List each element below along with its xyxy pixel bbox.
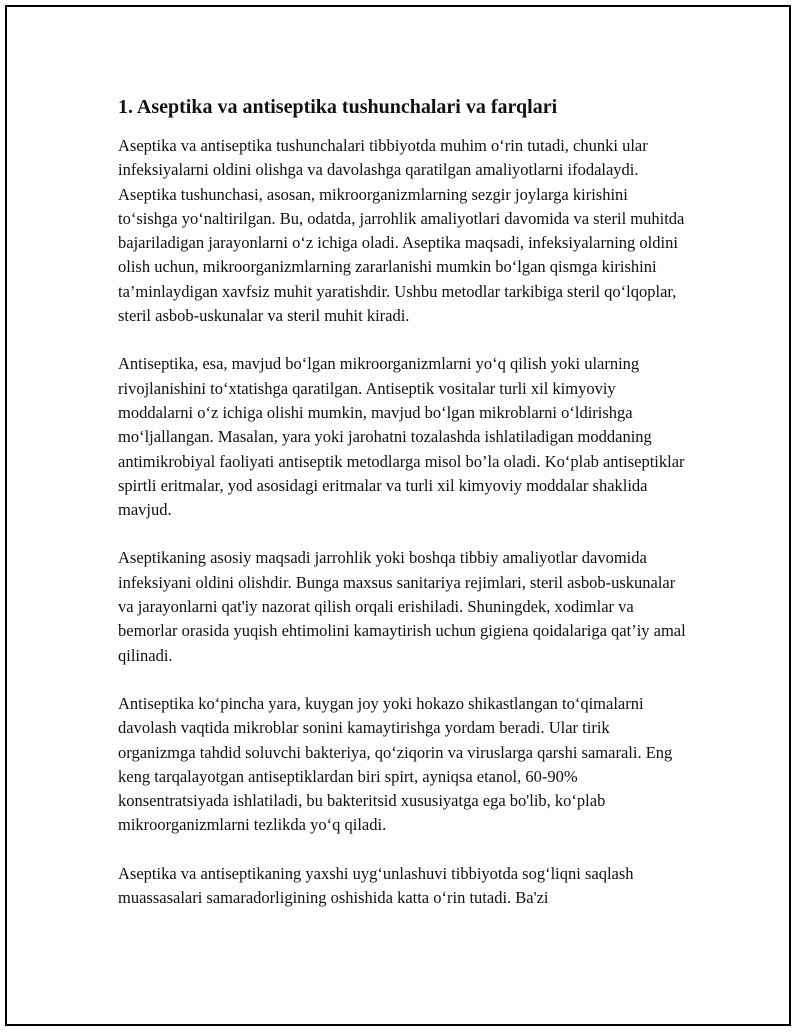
paragraph-5: Aseptika va antiseptikaning yaxshi uyg‘unlashuvi tibbiyotda sog‘liqni saqlash muassasalari samaradorligining oshishida katta o‘rin tutadi. Ba'zi: [118, 863, 634, 908]
paragraph-3: Aseptikaning asosiy maqsadi jarrohlik yoki boshqa tibbiy amaliyotlar davomida infeksiyani oldini olishdir. Bunga maxsus sanitariya rejimlari, steril asbob-uskunalar va jarayonlarni qat'iy nazorat qilish orqali erishiladi. Shuningdek, xodimlar va bemorlar orasida yuqish ehtimolini kamaytirish uchun gigiena qoidalariga qat’iy amal qilinadi.: [118, 548, 686, 665]
document-body: [118, 94, 688, 934]
paragraph-4: Antiseptika ko‘pincha yara, kuygan joy yoki hokazo shikastlangan to‘qimalarni davolash vaqtida mikroblar sonini kamaytirishga yordam beradi. Ular tirik organizmga tahdid soluvchi bakteriya, qo‘ziqorin va viruslarga qarshi samarali. Eng keng tarqalayotgan antiseptiklardan biri spirt, ayniqsa etanol, 60-90% konsentratsiyada ishlatiladi, bu bakteritsid xususiyatga ega bo'lib, ko‘plab mikroorganizmlarni tezlikda yo‘q qiladi.: [118, 693, 673, 835]
section-heading: 1. Aseptika va antiseptika tushunchalari va farqlari: [118, 96, 558, 118]
paragraph-2: Antiseptika, esa, mavjud bo‘lgan mikroorganizmlarni yo‘q qilish yoki ularning rivojlanishini to‘xtatishga qaratilgan. Antiseptik vositalar turli xil kimyoviy moddalarni o‘z ichiga olishi mumkin, mavjud bo‘lgan mikroblarni o‘ldirishga mo‘ljallangan. Masalan, yara yoki jarohatni tozalashda ishlatiladigan moddaning antimikrobiyal faoliyati antiseptik metodlarga misol bo’la oladi. Ko‘plab antiseptiklar spirtli eritmalar, yod asosidagi eritmalar va turli xil kimyoviy moddalar shaklida mavjud.: [118, 354, 685, 520]
paragraph-1: Aseptika va antiseptika tushunchalari tibbiyotda muhim o‘rin tutadi, chunki ular infeksiyalarni oldini olishga va davolashga qaratilgan amaliyotlarni ifodalaydi. Aseptika tushunchasi, asosan, mikroorganizmlarning sezgir joylarga kirishini to‘sishga yo‘naltirilgan. Bu, odatda, jarrohlik amaliyotlari davomida va steril muhitda bajariladigan jarayonlarni o‘z ichiga oladi. Aseptika maqsadi, infeksiyalarning oldini olish uchun, mikroorganizmlarning zararlanishi mumkin bo‘lgan qismga kirishini ta’minlaydigan xavfsiz muhit yaratishdir. Ushbu metodlar tarkibiga steril qo‘lqoplar, steril asbob-uskunalar va steril muhit kiradi.: [118, 136, 685, 326]
